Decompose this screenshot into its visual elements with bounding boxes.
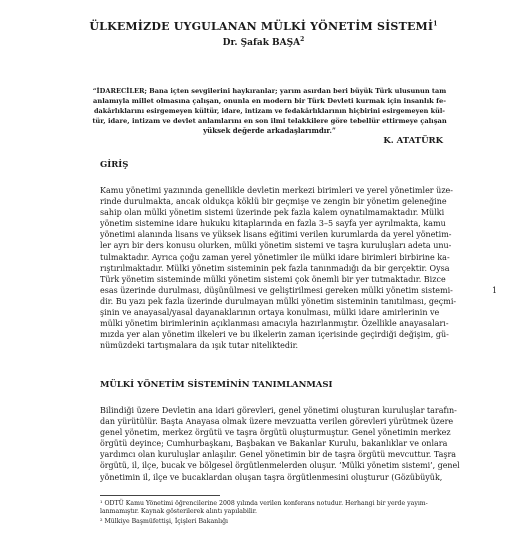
- paragraph-line: dan yürütülür. Başta Anayasa olmak üzere mevzuatta verilen görevleri yürütmek üzere: [100, 417, 454, 427]
- footnote-line: ¹ ODTÜ Kamu Yönetimi öğrencilerine 2008 yılında verilen konferans notudur. Herhangi bir yerde yayım-: [100, 500, 428, 507]
- page-number: 1: [492, 286, 498, 295]
- paragraph-line: yönetimin il, ilçe ve bucaklardan oluşan taşra örgütlenmesini oluşturur (Gözübüyük,: [100, 472, 443, 482]
- footnote-line: lanmamıştır. Kaynak gösterilerek alıntı yapılabilir.: [100, 508, 258, 515]
- quote-line: dakârlıklarını esirgemeyen kültür, idare, intizam ve fedakârlıklarının hiçbirini esirgemeyen kül-: [94, 107, 445, 115]
- intro-paragraph: [100, 185, 460, 351]
- paragraph-line: rıştırılmaktadır. Mülki yönetim sisteminin pek fazla tanınmadığı da bir gerçektir. Oysa: [100, 263, 450, 273]
- paragraph-line: örgütü, il, ilçe, bucak ve bölgesel örgütlenmelerden oluşur. ‘Mülki yönetim sistemi’, genel: [100, 461, 460, 471]
- paragraph-line: Bilindiği üzere Devletin ana idari görevleri, genel yönetimi oluşturan kuruluşlar tarafın-: [100, 406, 457, 415]
- paragraph-line: yönetimi alanında lisans ve yüksek lisans eğitimi verilen kurumlarda da yerel yönetim-: [100, 230, 452, 240]
- paragraph-line: dir. Bu yazı pek fazla üzerinde durulmayan mülki yönetim sisteminin tanıtılması, geçmi-: [100, 296, 457, 306]
- paragraph-line: nümüzdeki tartışmalara da ışık tutar niteliktedir.: [100, 341, 299, 351]
- paragraph-line: Türk yönetim sisteminde mülki yönetim sistemi çok önemli bir yer tutmaktadır. Bizce: [100, 274, 446, 284]
- paragraph-line: yönetim sistemine idare hukuku kitaplarında en fazla 3–5 sayfa yer ayrılmakta, kamu: [100, 219, 446, 229]
- author-footnote-marker: 2: [300, 36, 305, 43]
- paper-title: [0, 20, 527, 33]
- paragraph-line: mülki yönetim birimlerinin açıklanması amacıyla hazırlanmıştır. Özellikle anayasaları-: [100, 319, 449, 329]
- quote-line: anlamıyla millet olmasına çalışan, onunla en modern bir Türk Devleti kurmak için insanlık fe-: [93, 97, 446, 105]
- paragraph-line: Kamu yönetimi yazınında genellikle devletin merkezi birimleri ve yerel yönetimler üze-: [100, 186, 453, 195]
- paragraph-line: tulmaktadır. Ayrıca çoğu zaman yerel yönetimler ile mülki idare birimleri birbirine ka-: [100, 252, 450, 262]
- footnote-2: [100, 518, 465, 526]
- paragraph-line: sahip olan mülki yönetim sistemi üzerinde pek fazla kalem oynatılmamaktadır. Mülki: [100, 208, 445, 218]
- paragraph-line: mızda yer alan yönetim ilkeleri ve bu ilkelerin zaman içerisinde geçirdiği değişim, gü-: [100, 330, 449, 340]
- section-heading-intro: GİRİŞ: [100, 160, 129, 170]
- quote-line: “İDARECİLER; Bana içten sevgilerini haykıranlar; yarım asırdan beri büyük Türk ulusunun tam: [92, 87, 447, 95]
- paragraph-line: genel yönetim, merkez örgütü ve taşra örgütü oluşturmuştur. Genel yönetimin merkez: [100, 428, 451, 438]
- footnote-divider: [100, 495, 220, 496]
- paper-title-text: ÜLKEMİZDE UYGULANAN MÜLKİ YÖNETİM SİSTEMİ: [89, 20, 434, 33]
- paragraph-line: rinde durulmakta, ancak oldukça köklü bir geçmişe ve zengin bir yönetim geleneğine: [100, 197, 447, 207]
- title-footnote-marker: 1: [433, 20, 438, 28]
- footnote-line: ² Mülkiye Başmüfettişi, İçişleri Bakanlığı: [100, 518, 229, 525]
- paper-author-text: Dr. Şafak BAŞA: [222, 38, 301, 48]
- paragraph-line: esas üzerinde durulması, düşünülmesi ve geliştirilmesi gereken mülki yönetim sistemi-: [100, 285, 453, 295]
- paragraph-line: örgütü deyince; Cumhurbaşkanı, Başbakan ve Bakanlar Kurulu, bakanlıklar ve onlara: [100, 439, 448, 449]
- section-heading-definition: MÜLKİ YÖNETİM SİSTEMİNİN TANIMLANMASI: [100, 380, 333, 390]
- quote-line: yüksek değerde arkadaşlarımdır.”: [203, 126, 336, 135]
- paragraph-line: ler ayrı bir ders konusu olurken, mülki yönetim sistemi ve taşra kuruluşları adeta unu-: [100, 241, 452, 251]
- paragraph-line: şinin ve anayasal/yasal dayanaklarının ortaya konulması, mülki idare amirlerinin ve: [100, 308, 440, 318]
- footnote-1: [100, 500, 465, 516]
- quote-author: K. ATATÜRK: [383, 136, 443, 146]
- quote-line: tür, idare, intizam ve devlet anlamlarını en son ilmi telakkilere göre tebellür ettirmeye çalışan: [92, 117, 447, 125]
- paragraph-line: yardımcı olan kuruluşlar anlaşılır. Genel yönetimin bir de taşra örgütü mevcuttur. Taşra: [100, 450, 457, 460]
- paper-author: [0, 36, 527, 48]
- epigraph-quote: [92, 86, 447, 136]
- definition-paragraph: [100, 405, 460, 483]
